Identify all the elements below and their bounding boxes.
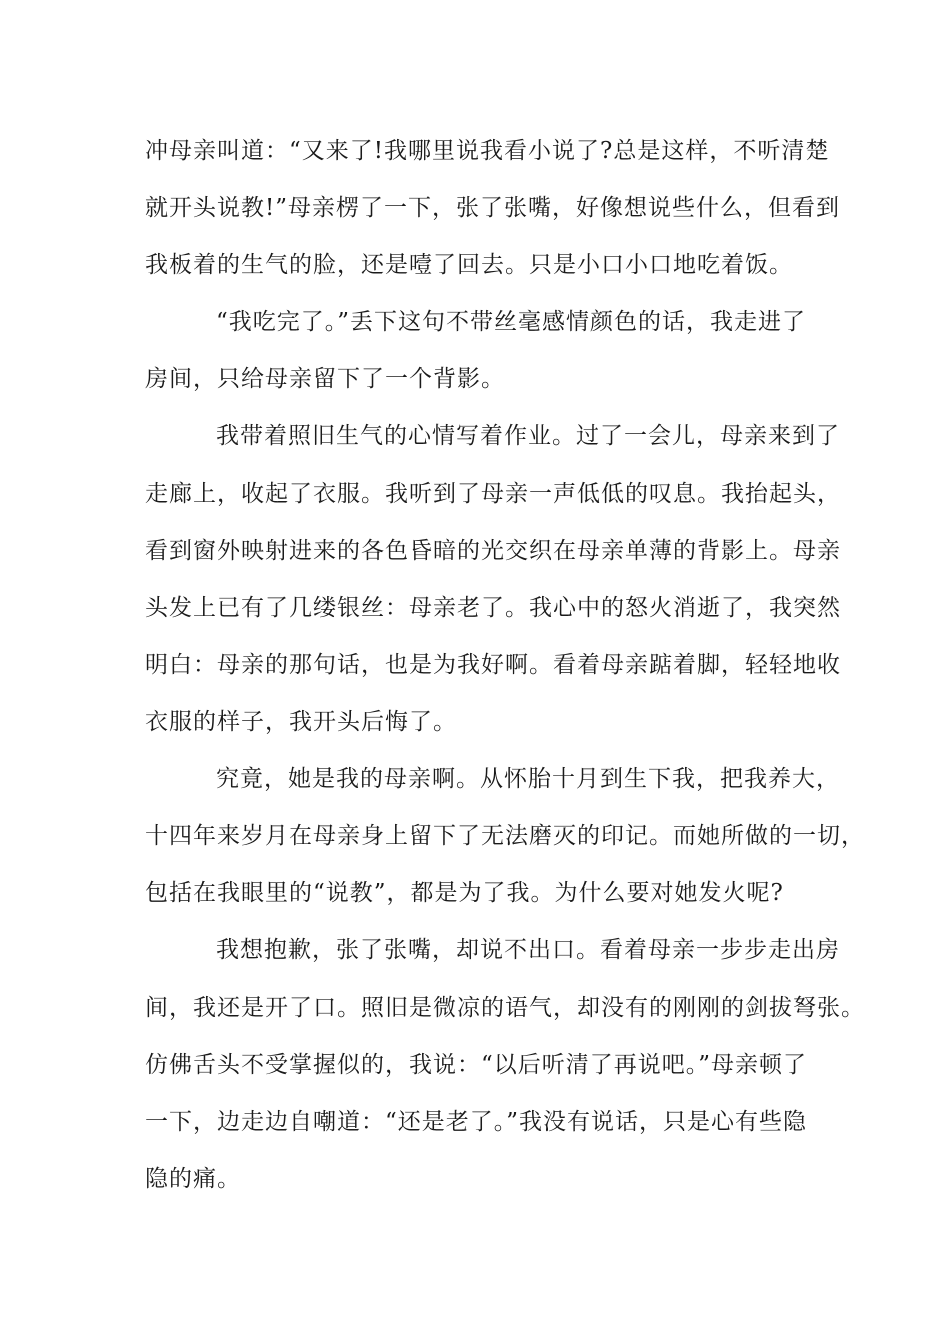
text-line: 十四年来岁月在母亲身上留下了无法磨灭的印记。而她所做的一切，: [145, 823, 865, 849]
text-line: 冲母亲叫道：“又来了!我哪里说我看小说了?总是这样，不听清楚: [145, 138, 830, 164]
text-line: 明白：母亲的那句话，也是为我好啊。看着母亲踮着脚，轻轻地收: [145, 652, 841, 678]
text-line: 我板着的生气的脸，还是噎了回去。只是小口小口地吃着饭。: [145, 252, 793, 278]
text-line: 衣服的样子，我开头后悔了。: [145, 709, 457, 735]
text-line: 走廊上，收起了衣服。我听到了母亲一声低低的叹息。我抬起头，: [145, 481, 841, 507]
text-line: 房间，只给母亲留下了一个背影。: [145, 366, 505, 392]
text-line: 头发上已有了几缕银丝：母亲老了。我心中的怒火消逝了，我突然: [145, 595, 841, 621]
text-line: 一下，边走边自嘲道：“还是老了。”我没有说话，只是心有些隐: [145, 1109, 808, 1135]
paragraph-start-line: 我带着照旧生气的心情写着作业。过了一会儿，母亲来到了: [216, 423, 840, 449]
paragraph-start-line: 究竟，她是我的母亲啊。从怀胎十月到生下我，把我养大，: [216, 766, 840, 792]
text-line: 隐的痛。: [145, 1166, 241, 1192]
text-line: 包括在我眼里的“说教”，都是为了我。为什么要对她发火呢?: [145, 880, 784, 906]
text-line: 间，我还是开了口。照旧是微凉的语气，却没有的刚刚的剑拔弩张。: [145, 995, 865, 1021]
text-line: 看到窗外映射进来的各色昏暗的光交织在母亲单薄的背影上。母亲: [145, 538, 841, 564]
text-line: 就开头说教!”母亲楞了一下，张了张嘴，好像想说些什么，但看到: [145, 195, 841, 221]
text-line: 仿佛舌头不受掌握似的，我说：“以后听清了再说吧。”母亲顿了: [145, 1052, 808, 1078]
paragraph-start-line: 我想抱歉，张了张嘴，却说不出口。看着母亲一步步走出房: [216, 937, 840, 963]
paragraph-start-line: “我吃完了。”丢下这句不带丝毫感情颜色的话，我走进了: [216, 309, 807, 335]
